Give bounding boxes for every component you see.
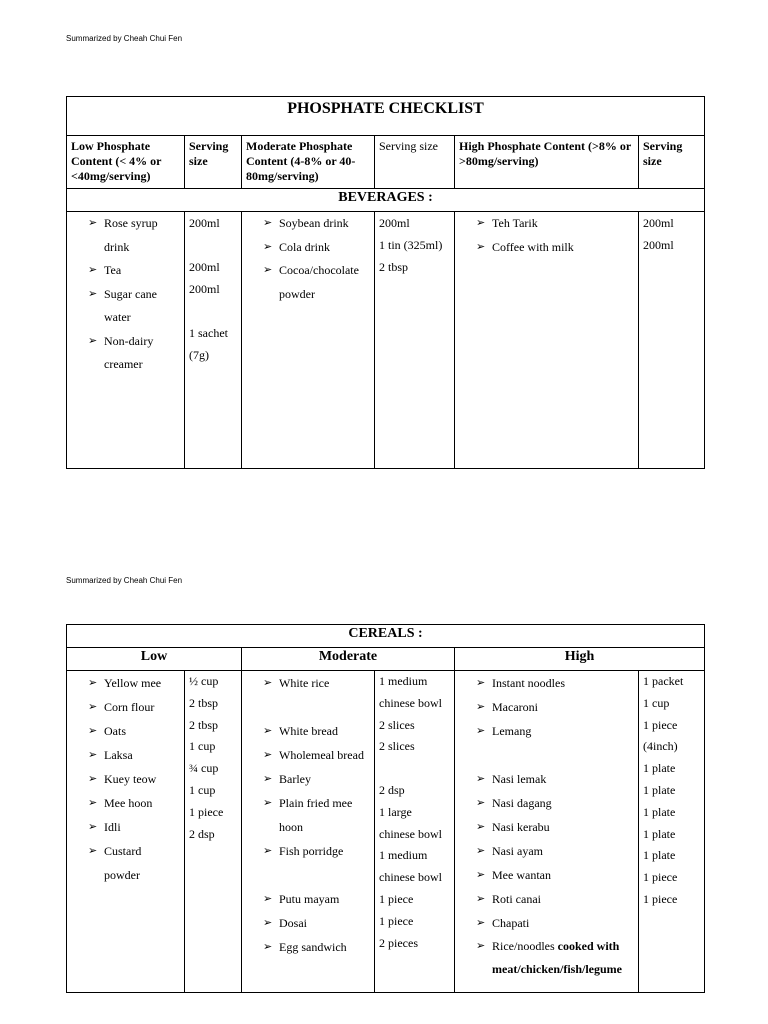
list-item: ➢ Nasi lemak	[455, 767, 638, 791]
arrow-bullet-icon: ➢	[263, 217, 273, 229]
arrow-bullet-icon: ➢	[476, 773, 486, 785]
list-item: ➢ Plain fried mee hoon	[242, 791, 374, 839]
cereals-moderate-servings	[375, 671, 454, 954]
cereals-low-serving-cell	[185, 671, 242, 993]
arrow-bullet-icon: ➢	[263, 917, 273, 929]
list-item: ➢ Idli	[67, 815, 184, 839]
list-item: ➢ Soybean drink	[242, 212, 374, 236]
serving-value: 1 medium	[379, 674, 428, 688]
arrow-bullet-icon: ➢	[263, 725, 273, 737]
summary-note-top: Summarized by Cheah Chui Fen	[66, 34, 183, 43]
arrow-bullet-icon: ➢	[88, 217, 98, 229]
beverages-table	[66, 96, 705, 469]
arrow-bullet-icon: ➢	[476, 893, 486, 905]
serving-value: 2 pieces	[379, 935, 418, 950]
list-item: ➢ Nasi kerabu	[455, 815, 638, 839]
beverages-low-cell	[67, 212, 185, 469]
arrow-bullet-icon: ➢	[88, 725, 98, 737]
serving-value: (7g)	[189, 348, 209, 362]
serving-value: 1 cup	[643, 695, 670, 710]
serving-value: 2 tbsp	[189, 717, 219, 732]
list-item: ➢ Rose syrup drink	[67, 212, 184, 259]
list-item: ➢ Non-dairy creamer	[67, 330, 184, 377]
arrow-bullet-icon: ➢	[88, 845, 98, 857]
beverages-low-servings	[185, 212, 241, 366]
subheader-low: Low	[67, 648, 242, 671]
section-cereals: CEREALS :	[67, 625, 705, 648]
header-serving-moderate: Serving size	[375, 136, 455, 189]
header-serving-high: Serving size	[639, 136, 705, 189]
arrow-bullet-icon: ➢	[476, 797, 486, 809]
beverages-moderate-serving-cell	[375, 212, 455, 469]
beverages-low-list	[67, 212, 184, 377]
cereals-moderate-cell	[242, 671, 375, 993]
serving-value: 1 plate	[643, 804, 676, 819]
list-item: ➢ Coffee with milk	[455, 236, 638, 260]
header-high: High Phosphate Content (>8% or >80mg/serving)	[455, 136, 639, 189]
header-moderate: Moderate Phosphate Content (4-8% or 40-80mg/serving)	[242, 136, 375, 189]
arrow-bullet-icon: ➢	[263, 677, 273, 689]
serving-value: 200ml	[643, 238, 674, 252]
serving-value: 1 plate	[643, 782, 676, 797]
list-item: ➢ Macaroni	[455, 695, 638, 719]
arrow-bullet-icon: ➢	[476, 725, 486, 737]
subheader-moderate: Moderate	[242, 648, 455, 671]
list-item: ➢ Rice/noodles cooked with meat/chicken/fish/legume	[455, 935, 638, 981]
arrow-bullet-icon: ➢	[476, 677, 486, 689]
arrow-bullet-icon: ➢	[263, 264, 273, 276]
serving-value: 1 piece	[189, 804, 224, 819]
serving-value: 1 large	[379, 804, 412, 819]
list-item: ➢ Laksa	[67, 743, 184, 767]
list-item: ➢ Lemang	[455, 719, 638, 743]
list-item: ➢ Mee hoon	[67, 791, 184, 815]
cereals-moderate-list	[242, 671, 374, 959]
serving-value: 1 plate	[643, 848, 676, 863]
list-item: ➢ Egg sandwich	[242, 935, 374, 959]
list-item: ➢ Roti canai	[455, 887, 638, 911]
header-low: Low Phosphate Content (< 4% or <40mg/serving)	[67, 136, 185, 189]
serving-value: 200ml	[189, 282, 220, 296]
list-item: ➢ Yellow mee	[67, 671, 184, 695]
arrow-bullet-icon: ➢	[476, 240, 486, 253]
serving-value	[185, 234, 241, 256]
list-item: ➢ Fish porridge	[242, 839, 374, 863]
serving-value: 1 cup	[189, 739, 216, 754]
list-item: ➢ Wholemeal bread	[242, 743, 374, 767]
serving-value: 1 piece	[379, 891, 414, 906]
arrow-bullet-icon: ➢	[476, 821, 486, 833]
serving-value: chinese bowl	[379, 870, 442, 885]
beverages-high-list	[455, 212, 638, 259]
serving-value: 200ml	[189, 216, 220, 230]
arrow-bullet-icon: ➢	[263, 845, 273, 857]
list-item: ➢ Barley	[242, 767, 374, 791]
cereals-high-servings	[639, 671, 704, 911]
beverages-moderate-cell	[242, 212, 375, 469]
section-beverages: BEVERAGES :	[67, 189, 705, 212]
arrow-bullet-icon: ➢	[476, 701, 486, 713]
cereals-low-servings	[185, 671, 241, 845]
serving-value: 200ml	[643, 216, 674, 230]
cereals-high-list	[455, 671, 638, 935]
cereals-high-cell	[455, 671, 639, 993]
list-item: ➢ Cola drink	[242, 236, 374, 260]
serving-value: 1 packet	[643, 674, 684, 688]
cereals-table	[66, 624, 705, 993]
serving-value: ½ cup	[189, 674, 219, 688]
beverages-moderate-list	[242, 212, 374, 306]
list-item: ➢ Corn flour	[67, 695, 184, 719]
list-item: ➢ Oats	[67, 719, 184, 743]
arrow-bullet-icon: ➢	[476, 917, 486, 929]
arrow-bullet-icon: ➢	[88, 701, 98, 713]
serving-value: 1 plate	[643, 826, 676, 841]
arrow-bullet-icon: ➢	[263, 893, 273, 905]
list-item: ➢ Cocoa/chocolate powder	[242, 259, 374, 306]
beverages-high-servings	[639, 212, 704, 256]
list-item: ➢ Teh Tarik	[455, 212, 638, 236]
serving-value: 1 piece	[643, 717, 678, 732]
arrow-bullet-icon: ➢	[88, 264, 98, 276]
serving-value: 2 tbsp	[379, 260, 409, 274]
cereals-high-serving-cell	[639, 671, 705, 993]
cereals-low-cell	[67, 671, 185, 993]
arrow-bullet-icon: ➢	[263, 797, 273, 809]
serving-value: (4inch)	[643, 739, 678, 754]
serving-value	[375, 758, 454, 780]
serving-value: 2 dsp	[379, 782, 405, 797]
serving-value: chinese bowl	[379, 826, 442, 841]
arrow-bullet-icon: ➢	[476, 869, 486, 881]
arrow-bullet-icon: ➢	[263, 941, 273, 953]
arrow-bullet-icon: ➢	[476, 845, 486, 857]
arrow-bullet-icon: ➢	[476, 940, 486, 952]
beverages-moderate-servings	[375, 212, 454, 278]
arrow-bullet-icon: ➢	[88, 749, 98, 761]
list-item	[455, 743, 638, 767]
arrow-bullet-icon: ➢	[88, 773, 98, 785]
list-item	[242, 863, 374, 887]
list-item: ➢ Chapati	[455, 911, 638, 935]
arrow-bullet-icon: ➢	[88, 287, 98, 300]
list-item	[242, 695, 374, 719]
list-item: ➢ Instant noodles	[455, 671, 638, 695]
checklist-title: PHOSPHATE CHECKLIST	[67, 97, 705, 136]
list-item: ➢ White rice	[242, 671, 374, 695]
subheader-high: High	[455, 648, 705, 671]
arrow-bullet-icon: ➢	[88, 677, 98, 689]
serving-value: 1 plate	[643, 761, 676, 776]
list-item: ➢ Dosai	[242, 911, 374, 935]
list-item: ➢ White bread	[242, 719, 374, 743]
arrow-bullet-icon: ➢	[476, 217, 486, 229]
list-item: ➢ Sugar cane water	[67, 283, 184, 330]
list-item: ➢ Custard powder	[67, 839, 184, 887]
arrow-bullet-icon: ➢	[88, 334, 98, 347]
serving-value: 2 slices	[379, 717, 415, 732]
list-item: ➢ Tea	[67, 259, 184, 283]
beverages-low-serving-cell	[185, 212, 242, 469]
cereals-moderate-serving-cell	[375, 671, 455, 993]
cereals-high-last	[455, 935, 638, 981]
beverages-high-serving-cell	[639, 212, 705, 469]
serving-value: ¾ cup	[189, 761, 219, 776]
summary-note-bottom: Summarized by Cheah Chui Fen	[66, 576, 183, 585]
serving-value: 1 piece	[643, 891, 678, 906]
serving-value: 1 piece	[643, 870, 678, 885]
serving-value: 2 dsp	[189, 826, 215, 841]
arrow-bullet-icon: ➢	[88, 821, 98, 833]
arrow-bullet-icon: ➢	[263, 749, 273, 761]
serving-value: 2 slices	[379, 739, 415, 754]
serving-value: 1 tin (325ml)	[379, 238, 443, 252]
serving-value: 1 sachet	[189, 326, 228, 340]
arrow-bullet-icon: ➢	[263, 773, 273, 785]
serving-value: 200ml	[379, 216, 410, 230]
list-item: ➢ Kuey teow	[67, 767, 184, 791]
list-item: ➢ Nasi dagang	[455, 791, 638, 815]
header-serving-low: Serving size	[185, 136, 242, 189]
serving-value: 2 tbsp	[189, 695, 219, 710]
serving-value: 200ml	[189, 260, 220, 274]
serving-value: 1 medium	[379, 848, 428, 863]
cereals-low-list	[67, 671, 184, 887]
list-item: ➢ Nasi ayam	[455, 839, 638, 863]
serving-value: chinese bowl	[379, 695, 442, 710]
arrow-bullet-icon: ➢	[263, 240, 273, 253]
serving-value: 1 piece	[379, 913, 414, 928]
list-item: ➢ Mee wantan	[455, 863, 638, 887]
beverages-high-cell	[455, 212, 639, 469]
serving-value	[185, 300, 241, 322]
serving-value: 1 cup	[189, 782, 216, 797]
list-item: ➢ Putu mayam	[242, 887, 374, 911]
arrow-bullet-icon: ➢	[88, 797, 98, 809]
